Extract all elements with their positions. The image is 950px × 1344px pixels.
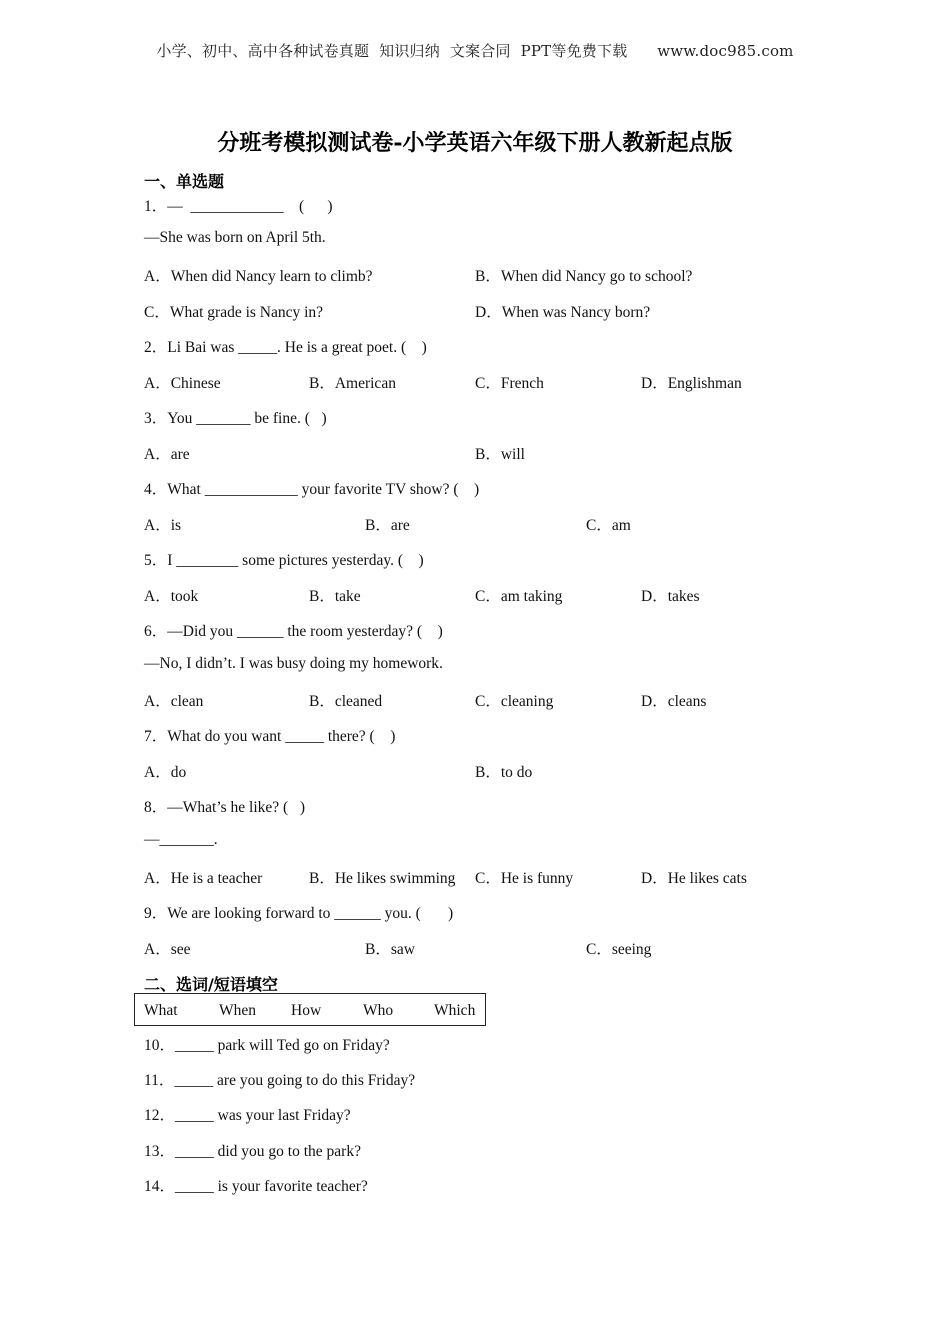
question-8-option-c[interactable]: C．He is funny xyxy=(475,870,574,887)
word-bank-word: What xyxy=(144,1002,178,1019)
question-8-sub: —_______. xyxy=(144,831,218,848)
word-bank-word: How xyxy=(291,1002,322,1019)
page-title: 分班考模拟测试卷-小学英语六年级下册人教新起点版 xyxy=(217,130,733,156)
fill-question-12: 12．_____ was your last Friday? xyxy=(144,1107,351,1124)
question-6-option-c[interactable]: C．cleaning xyxy=(475,693,554,710)
question-3-option-a[interactable]: A．are xyxy=(144,446,190,463)
question-9-option-b[interactable]: B．saw xyxy=(365,941,415,958)
question-7-option-a[interactable]: A．do xyxy=(144,764,187,781)
question-6-option-d[interactable]: D．cleans xyxy=(641,693,707,710)
question-3-stem: 3．You _______ be fine. ( ) xyxy=(144,410,327,427)
question-1-option-b[interactable]: B．When did Nancy go to school? xyxy=(475,268,693,285)
question-4-option-a[interactable]: A．is xyxy=(144,517,182,534)
question-1-stem: 1．— ____________ ( ) xyxy=(144,198,333,215)
word-bank-word: When xyxy=(219,1002,257,1019)
question-5-stem: 5．I ________ some pictures yesterday. ( ) xyxy=(144,552,424,569)
question-5-option-b[interactable]: B．take xyxy=(309,588,361,605)
question-5-option-a[interactable]: A．took xyxy=(144,588,199,605)
question-2-option-c[interactable]: C．French xyxy=(475,375,544,392)
question-7-option-b[interactable]: B．to do xyxy=(475,764,533,781)
question-2-stem: 2．Li Bai was _____. He is a great poet. ( ) xyxy=(144,339,427,356)
question-1-option-a[interactable]: A．When did Nancy learn to climb? xyxy=(144,268,373,285)
question-8-option-d[interactable]: D．He likes cats xyxy=(641,870,747,887)
question-7-stem: 7．What do you want _____ there? ( ) xyxy=(144,728,396,745)
question-4-option-c[interactable]: C．am xyxy=(586,517,631,534)
question-6-stem: 6．—Did you ______ the room yesterday? ( ) xyxy=(144,623,443,640)
section-heading-1: 一、单选题 xyxy=(144,172,225,191)
question-8-option-a[interactable]: A．He is a teacher xyxy=(144,870,263,887)
question-2-option-b[interactable]: B．American xyxy=(309,375,396,392)
question-6-sub: —No, I didn’t. I was busy doing my homework. xyxy=(144,655,443,672)
fill-question-13: 13．_____ did you go to the park? xyxy=(144,1143,361,1160)
page-header: 小学、初中、高中各种试卷真题 知识归纳 文案合同 PPT等免费下载 www.doc985.com xyxy=(156,42,794,60)
question-5-option-d[interactable]: D．takes xyxy=(641,588,700,605)
question-4-stem: 4．What ____________ your favorite TV show? ( ) xyxy=(144,481,480,498)
question-9-option-a[interactable]: A．see xyxy=(144,941,191,958)
question-6-option-b[interactable]: B．cleaned xyxy=(309,693,383,710)
fill-question-11: 11．_____ are you going to do this Friday? xyxy=(144,1072,416,1089)
question-8-option-b[interactable]: B．He likes swimming xyxy=(309,870,456,887)
question-4-option-b[interactable]: B．are xyxy=(365,517,410,534)
word-bank-word: Who xyxy=(363,1002,394,1019)
fill-question-14: 14．_____ is your favorite teacher? xyxy=(144,1178,368,1195)
word-bank-box xyxy=(134,993,486,1026)
question-1-sub: —She was born on April 5th. xyxy=(144,229,326,246)
question-1-option-c[interactable]: C．What grade is Nancy in? xyxy=(144,304,324,321)
question-9-stem: 9．We are looking forward to ______ you. ( ) xyxy=(144,905,454,922)
fill-question-10: 10．_____ park will Ted go on Friday? xyxy=(144,1037,390,1054)
question-2-option-d[interactable]: D．Englishman xyxy=(641,375,742,392)
question-5-option-c[interactable]: C．am taking xyxy=(475,588,563,605)
section-heading-2: 二、选词/短语填空 xyxy=(144,975,278,994)
question-2-option-a[interactable]: A．Chinese xyxy=(144,375,221,392)
question-6-option-a[interactable]: A．clean xyxy=(144,693,204,710)
question-8-stem: 8．—What’s he like? ( ) xyxy=(144,799,305,816)
question-3-option-b[interactable]: B．will xyxy=(475,446,525,463)
word-bank-word: Which xyxy=(434,1002,476,1019)
question-9-option-c[interactable]: C．seeing xyxy=(586,941,652,958)
question-1-option-d[interactable]: D．When was Nancy born? xyxy=(475,304,651,321)
